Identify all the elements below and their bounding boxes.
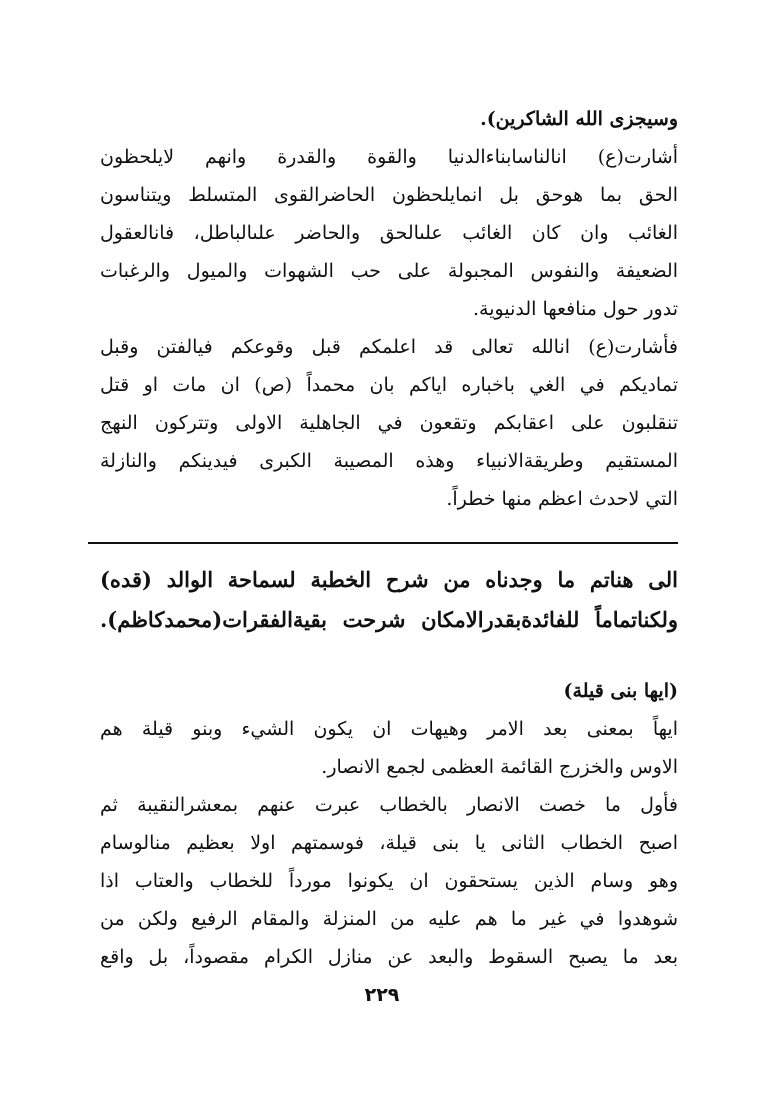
note-line: ولكناتماماً للفائدةبقدرالامكان شرحت بقيةالفقرات(محمدكاظم). [100, 607, 678, 632]
text-line: الغائب وان كان الغائب علىالحق والحاضر علىالباطل، فانالعقول [100, 222, 678, 244]
text-line: التي لاحدث اعظم منها خطراً. [446, 488, 678, 510]
text-line: تماديكم في الغي باخباره اياكم بان محمداً (ص) ان مات او قتل [100, 374, 678, 396]
text-line: تدور حول منافعها الدنيوية. [473, 298, 678, 320]
text-line: أشارت(ع) انالناسابناءالدنيا والقوة والقدرة وانهم لايلحظون [100, 146, 678, 168]
text-line: اصبح الخطاب الثانى يا بنى قيلة، فوسمتهم اولا بعظيم منالوسام [100, 832, 678, 854]
text-line: الضعيفة والنفوس المجبولة على حب الشهوات والميول والرغبات [100, 260, 678, 282]
text-line: ايهاً بمعنى بعد الامر وهيهات ان يكون الشيء وبنو قيلة هم [100, 718, 678, 740]
section-divider [88, 542, 678, 544]
note-line: الى هناتم ما وجدناه من شرح الخطبة لسماحة الوالد (قده) [100, 567, 678, 592]
text-line: المستقيم وطريقةالانبياء وهذه المصيبة الكبرى فيدينكم والنازلة [100, 450, 678, 472]
section-title: (ايها بنى قيلة) [563, 680, 678, 702]
text-line: تنقلبون على اعقابكم وتقعون في الجاهلية الاولى وتتركون النهج [100, 412, 678, 434]
text-line: وهو وسام الذين يستحقون ان يكونوا مورداً للخطاب والعتاب اذا [100, 870, 678, 892]
author-note [100, 560, 678, 640]
section-bani-qayla [100, 672, 678, 976]
text-line: شوهدوا في غير ما هم عليه من المنزلة والمقام الرفيع ولكن من [100, 908, 678, 930]
text-line: فأول ما خصت الانصار بالخطاب عبرت عنهم بمعشرالنقيبة ثم [100, 794, 678, 816]
section-commentary [100, 100, 678, 518]
text-line: بعد ما يصبح السقوط والبعد عن منازل الكرام مقصوداً، بل واقع [100, 946, 678, 968]
text-line: فأشارت(ع) انالله تعالى قد اعلمكم قبل وقوعكم فيالفتن وقبل [100, 336, 678, 358]
text-line: الاوس والخزرج القائمة العظمى لجمع الانصار. [321, 756, 678, 778]
text-line: وسيجزى الله الشاكرين). [480, 108, 678, 130]
text-line: الحق بما هوحق بل انمايلحظون الحاضرالقوى المتسلط ويتناسون [100, 184, 678, 206]
page-number: ٢٢٩ [364, 984, 400, 1006]
